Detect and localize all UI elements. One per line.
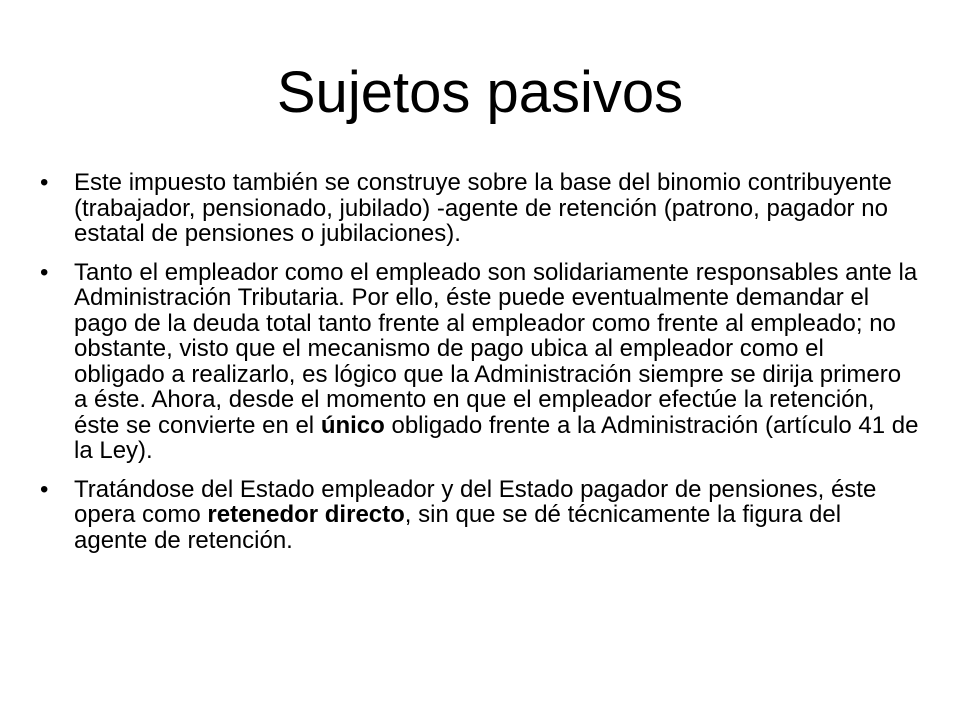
bullet-text: Este impuesto también se construye sobre la base del binomio contribuyente (trabajador, pensionado, jubilado) -agente de retención (patrono, pagador no estatal de pensiones o jubilaciones).	[74, 169, 892, 247]
bullet-text-after: , sin que se dé técnicamente la figura del agente de retención.	[74, 501, 842, 554]
bullet-marker: •	[40, 475, 49, 503]
bullet-text	[74, 476, 876, 554]
bullet-item-3	[40, 477, 920, 554]
bullet-item-2	[40, 260, 920, 464]
slide-title: Sujetos pasivos	[276, 60, 684, 125]
bullet-text-after: obligado frente a la Administración (artículo 41 de la Ley).	[74, 411, 919, 464]
bullet-list	[40, 170, 920, 565]
bullet-marker: •	[40, 258, 49, 286]
bullet-marker: •	[40, 169, 49, 196]
bullet-item-1	[40, 170, 920, 247]
bullet-text-before: Tratándose del Estado empleador y del Estado pagador de pensiones, éste opera como	[74, 475, 877, 528]
bullet-bold-text: retenedor directo	[207, 501, 405, 528]
bullet-text	[74, 259, 918, 465]
bullet-bold-text: único	[320, 411, 385, 439]
bullet-text-before: Tanto el empleador como el empleado son solidariamente responsables ante la Administración Tributaria. Por ello, éste puede eventualmente demandar el pago de la deuda total tanto frente al empleador como frente al empleado; no obstante, visto que el mecanismo de pago ubica al empleador como el obligado a realizarlo, es lógico que la Administración siempre se dirija primero a éste. Ahora, desde el momento en que el empleador efectúe la retención, éste se convierte en el	[74, 258, 918, 439]
